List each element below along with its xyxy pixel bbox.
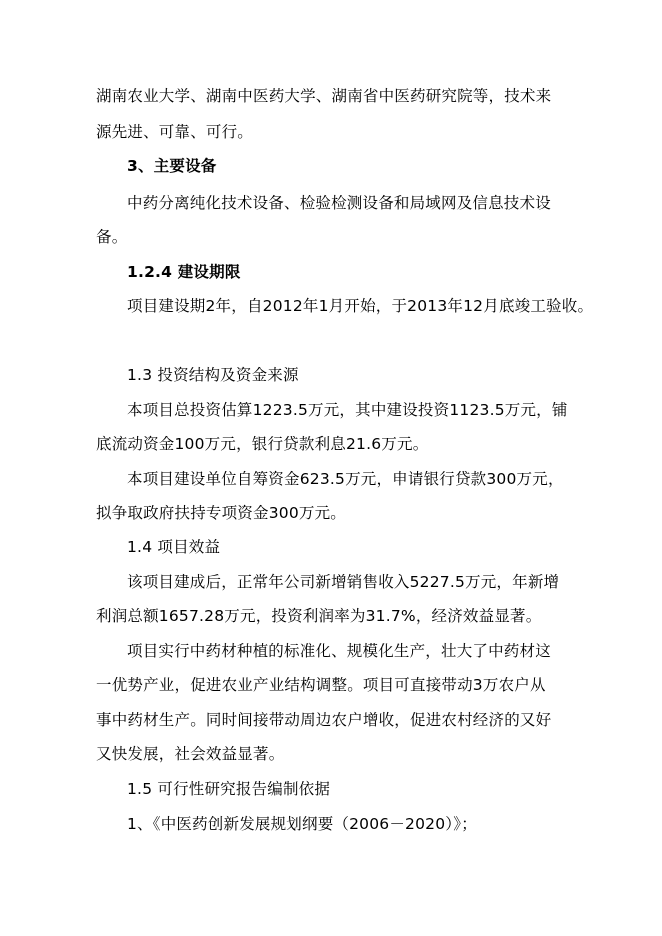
paragraph-line: 底流动资金100万元，银行贷款利息21.6万元。 [96,435,429,453]
paragraph-line: 该项目建成后，正常年公司新增销售收入5227.5万元，年新增 [127,573,560,591]
section-heading: 1.2.4 建设期限 [127,263,241,281]
paragraph-line: 利润总额1657.28万元，投资利润率为31.7%，经济效益显著。 [96,607,542,625]
paragraph-line: 拟争取政府扶持专项资金300万元。 [96,504,346,522]
paragraph-line: 项目建设期2年，自2012年1月开始，于2013年12月底竣工验收。 [127,297,594,315]
paragraph-line: 1、《中医药创新发展规划纲要（2006－2020）》； [127,815,477,833]
section-heading: 3、主要设备 [127,157,217,175]
paragraph-line: 又快发展，社会效益显著。 [96,745,285,763]
paragraph-line: 事中药材生产。同时间接带动周边农户增收，促进农村经济的又好 [96,711,552,729]
paragraph-line: 备。 [96,228,128,246]
section-heading: 1.4 项目效益 [127,538,221,556]
paragraph-line: 本项目总投资估算1223.5万元，其中建设投资1123.5万元，铺 [127,401,568,419]
paragraph-line: 项目实行中药材种植的标准化、规模化生产，壮大了中药材这 [127,642,551,660]
paragraph-line: 源先进、可靠、可行。 [96,123,254,141]
paragraph-line: 湖南农业大学、湖南中医药大学、湖南省中医药研究院等，技术来 [96,87,552,105]
paragraph-line: 一优势产业，促进农业产业结构调整。项目可直接带动3万农户从 [96,676,546,694]
paragraph-line: 本项目建设单位自筹资金623.5万元，申请银行贷款300万元， [127,470,564,488]
paragraph-line: 中药分离纯化技术设备、检验检测设备和局域网及信息技术设 [127,194,551,212]
section-heading: 1.3 投资结构及资金来源 [127,366,299,384]
section-heading: 1.5 可行性研究报告编制依据 [127,780,331,798]
